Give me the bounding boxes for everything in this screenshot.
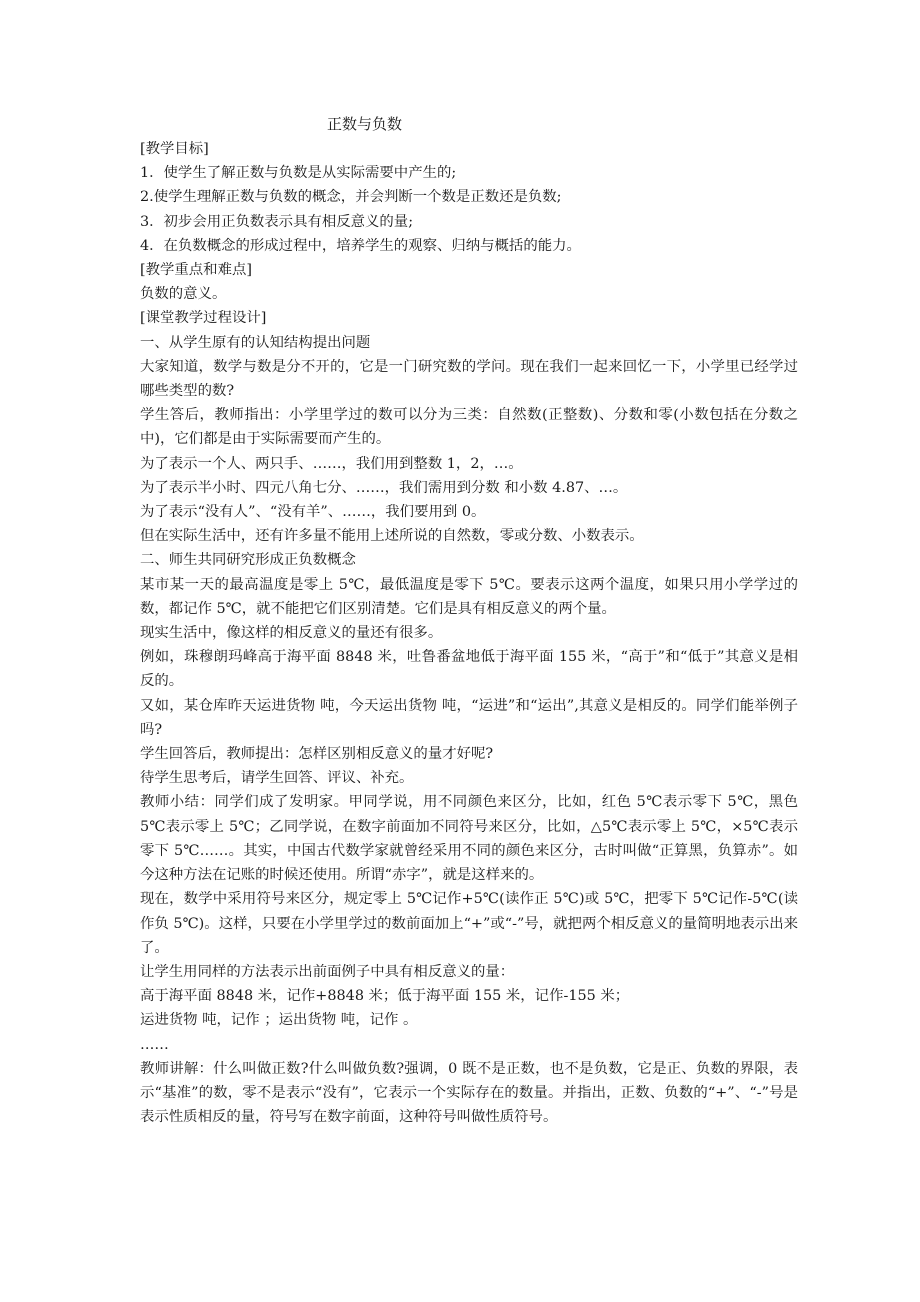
body-paragraph: 又如，某仓库昨天运进货物 吨，今天运出货物 吨，“运进”和“运出”,其意义是相反的。同学们能举例子吗? (140, 697, 798, 738)
body-paragraph: 某市某一天的最高温度是零上 5℃，最低温度是零下 5℃。要表示这两个温度，如果只用小学学过的数，都记作 5℃，就不能把它们区别清楚。它们是具有相反意义的两个量。 (140, 576, 798, 617)
body-paragraph: 学生回答后，教师提出：怎样区别相反意义的量才好呢? (140, 746, 494, 763)
key-points-text: 负数的意义。 (140, 286, 227, 303)
body-paragraph: 例如，珠穆朗玛峰高于海平面 8848 米，吐鲁番盆地低于海平面 155 米，“高于”和“低于”其意义是相反的。 (140, 649, 798, 690)
body-paragraph: 待学生思考后，请学生回答、评议、补充。 (140, 770, 414, 787)
body-paragraph: 运进货物 吨，记作 ；运出货物 吨，记作 。 (140, 1012, 418, 1029)
body-paragraph: 教师讲解：什么叫做正数?什么叫做负数?强调，0 既不是正数，也不是负数，它是正、负数的界限，表示“基准”的数，零不是表示“没有”，它表示一个实际存在的数量。并指出，正数、负数的“+”、“-”号是表示性质相反的量，符号写在数字前面，这种符号叫做性质符号。 (140, 1060, 798, 1126)
goal-item-2: 2.使学生理解正数与负数的概念，并会判断一个数是正数还是负数; (140, 189, 562, 206)
body-paragraph: 学生答后，教师指出：小学里学过的数可以分为三类：自然数(正整数)、分数和零(小数包括在分数之中)，它们都是由于实际需要而产生的。 (140, 407, 798, 448)
body-paragraph: 大家知道，数学与数是分不开的，它是一门研究数的学问。现在我们一起来回忆一下，小学里已经学过哪些类型的数? (140, 358, 798, 400)
body-paragraph: 为了表示一个人、两只手、……，我们用到整数 1，2，…。 (140, 455, 523, 472)
section-heading-1: 一、从学生原有的认知结构提出问题 (140, 334, 371, 351)
body-paragraph: 为了表示半小时、四元八角七分、……，我们需用到分数 和小数 4.87、…。 (140, 479, 628, 496)
body-paragraph: 但在实际生活中，还有许多量不能用上述所说的自然数，零或分数、小数表示。 (140, 528, 644, 545)
section-heading-2: 二、师生共同研究形成正负数概念 (140, 552, 356, 569)
document-title: 正数与负数 (327, 115, 403, 133)
body-paragraph: 教师小结：同学们成了发明家。甲同学说，用不同颜色来区分，比如，红色 5℃表示零下 5℃，黑色 5℃表示零上 5℃；乙同学说，在数字前面加不同符号来区分，比如，△5℃表示零上 5℃，×5℃表示零下 5℃……。其实，中国古代数学家就曾经采用不同的颜色来区分，古时叫做“正算黑，负算赤”。如今这种方法在记账的时候还使用。所谓“赤字”，就是这样来的。 (140, 794, 798, 884)
goal-item-4: 4．在负数概念的形成过程中，培养学生的观察、归纳与概括的能力。 (140, 237, 581, 254)
goal-item-3: 3．初步会用正负数表示具有相反意义的量; (140, 213, 414, 230)
body-paragraph: 现在，数学中采用符号来区分，规定零上 5℃记作+5℃(读作正 5℃)或 5℃，把零下 5℃记作-5℃(读作负 5℃)。这样，只要在小学里学过的数前面加上“+”或“-”号，就把两个相反意义的量简明地表示出来了。 (140, 891, 798, 956)
body-paragraph: 为了表示“没有人”、“没有羊”、……，我们要用到 0。 (140, 504, 486, 521)
body-paragraph: 现实生活中，像这样的相反意义的量还有很多。 (140, 625, 443, 642)
goal-item-1: 1．使学生了解正数与负数是从实际需要中产生的; (140, 165, 457, 182)
heading-teaching-goals: [教学目标] (140, 141, 209, 157)
body-paragraph: 高于海平面 8848 米，记作+8848 米；低于海平面 155 米，记作-155 米； (140, 988, 630, 1005)
ellipsis-line: …… (140, 1036, 169, 1053)
heading-key-points: [教学重点和难点] (140, 262, 252, 279)
document-page (140, 111, 798, 1129)
body-paragraph: 让学生用同样的方法表示出前面例子中具有相反意义的量： (140, 963, 515, 980)
heading-process-design: [课堂教学过程设计] (140, 310, 267, 327)
